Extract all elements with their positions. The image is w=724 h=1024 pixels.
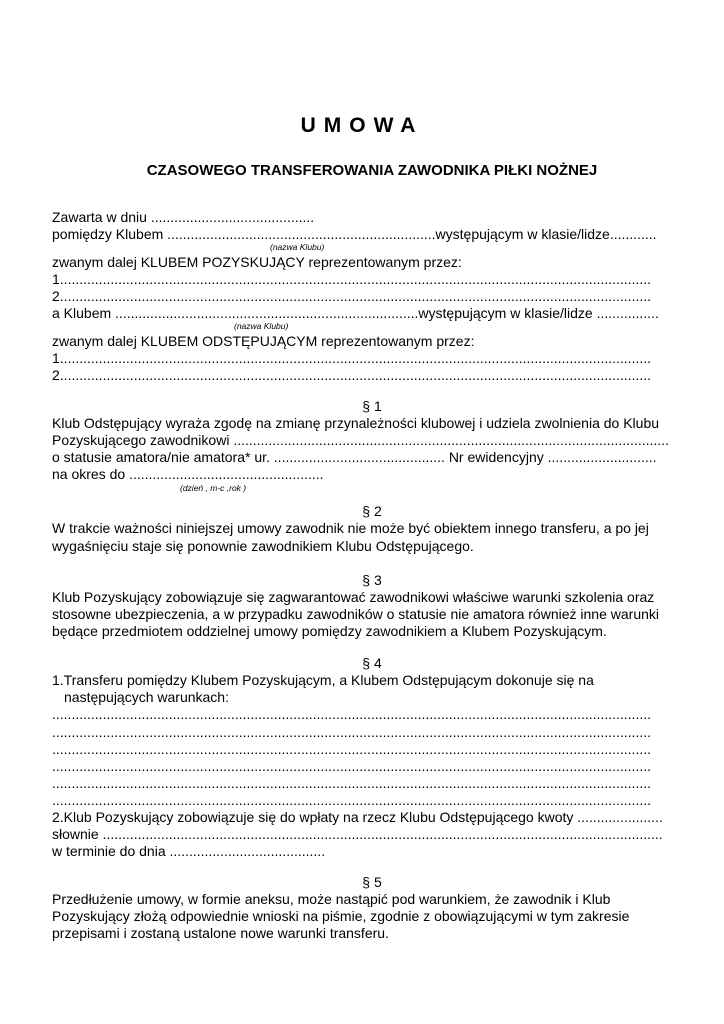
section-5-line: przepisami i zostaną ustalone nowe warunki transferu.	[52, 925, 389, 941]
condition-dots-line: ..........................................................................................................................................................	[52, 758, 652, 774]
section-3-heading: § 3	[362, 572, 382, 588]
club-name-label: (nazwa Klubu)	[234, 321, 289, 331]
section-5-line: Pozyskujący złożą odpowiednie wnioski na piśmie, zgodnie z obowiązującymi w tym zakresie	[52, 908, 630, 924]
document-subtitle: CZASOWEGO TRANSFEROWANIA ZAWODNIKA PIŁKI NOŻNEJ	[146, 162, 598, 179]
section-1-line: o statusie amatora/nie amatora* ur. ............................................ Nr ewidencyjny ............................	[52, 449, 657, 465]
acquiring-rep-2: 2........................................................................................................................................................	[52, 288, 652, 304]
releasing-club-line: a Klubem ..............................................................................występującym w klasie/lidze ................	[52, 305, 659, 321]
acquiring-club-representation: zwanym dalej KLUBEM POZYSKUJĄCY reprezentowanym przez:	[52, 254, 462, 270]
section-4-line: następujących warunkach:	[64, 689, 229, 705]
acquiring-club-line: pomiędzy Klubem .....................................................................występującym w klasie/lidze............	[52, 226, 657, 242]
section-3-line: Klub Pozyskujący zobowiązuje się zagwarantować zawodnikowi właściwe warunki szkolenia oraz	[52, 589, 655, 605]
section-3-line: będące przedmiotem oddzielnej umowy pomiędzy zawodnikiem a Klubem Pozyskującym.	[52, 623, 607, 639]
section-4-deadline-line: w terminie do dnia ........................................	[52, 843, 326, 859]
condition-dots-line: ..........................................................................................................................................................	[52, 775, 652, 791]
condition-dots-line: ..........................................................................................................................................................	[52, 741, 652, 757]
date-format-label: (dzień , m-c ,rok )	[180, 483, 247, 493]
section-1-line: Pozyskującego zawodnikowi ................................................................................................................	[52, 432, 669, 448]
document-title: UMOWA	[300, 114, 424, 137]
section-1-line: Klub Odstępujący wyraża zgodę na zmianę przynależności klubowej i udziela zwolnienia do Klubu	[52, 415, 660, 431]
section-4-words-line: słownie ................................................................................................................................................	[52, 826, 663, 842]
acquiring-rep-1: 1........................................................................................................................................................	[52, 271, 652, 287]
condition-dots-line: ..........................................................................................................................................................	[52, 706, 652, 722]
section-1-heading: § 1	[362, 398, 382, 414]
section-3-line: stosowne ubezpieczenia, a w przypadku zawodników o statusie nie amatora również inne warunki	[52, 606, 659, 622]
condition-dots-line: ..........................................................................................................................................................	[52, 792, 652, 808]
section-4-line: 1.Transferu pomiędzy Klubem Pozyskującym, a Klubem Odstępującym dokonuje się na	[52, 672, 594, 688]
condition-dots-line: ..........................................................................................................................................................	[52, 724, 652, 740]
section-2-line: wygaśnięciu staje się ponownie zawodnikiem Klubu Odstępującego.	[52, 538, 474, 554]
club-name-label: (nazwa Klubu)	[270, 242, 325, 252]
section-2-line: W trakcie ważności niniejszej umowy zawodnik nie może być obiektem innego transferu, a po jej	[52, 520, 649, 536]
date-line: Zawarta w dniu ..........................................	[52, 209, 315, 225]
releasing-rep-2: 2........................................................................................................................................................	[52, 367, 652, 383]
section-4-heading: § 4	[362, 655, 382, 671]
releasing-club-representation: zwanym dalej KLUBEM ODSTĘPUJĄCYM reprezentowanym przez:	[52, 333, 475, 349]
section-5-line: Przedłużenie umowy, w formie aneksu, może nastąpić pod warunkiem, że zawodnik i Klub	[52, 891, 611, 907]
section-2-heading: § 2	[362, 503, 382, 519]
releasing-rep-1: 1........................................................................................................................................................	[52, 350, 652, 366]
section-4-payment-line: 2.Klub Pozyskujący zobowiązuje się do wpłaty na rzecz Klubu Odstępującego kwoty ......................	[52, 809, 663, 825]
section-1-line: na okres do ..................................................	[52, 466, 324, 482]
section-5-heading: § 5	[362, 874, 382, 890]
